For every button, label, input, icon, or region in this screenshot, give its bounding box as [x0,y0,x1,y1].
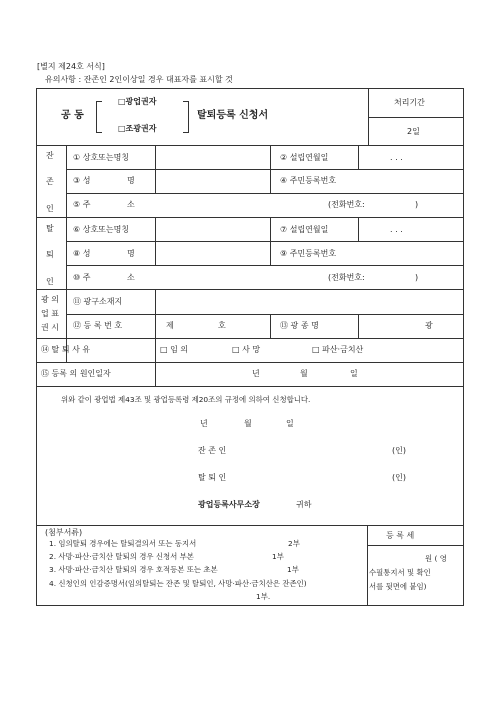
title-bottom-border [36,145,464,146]
label-column-divider [66,145,67,363]
registration-number-label: ⑫ 등 록 번 호 [73,321,123,330]
withdrawing-name-label: ⑧ 성 [73,249,91,258]
remaining-company-name-label: ① 상호또는명칭 [73,153,130,162]
fee-title-line [367,545,464,546]
declaration-text: 위와 같이 광업법 제43조 및 광업등록령 제20조의 규정에 의하여 신청합니다. [61,395,311,404]
section-line [36,217,464,218]
right-bracket [183,101,189,133]
declaration-day: 일 [286,419,294,428]
col-divider [358,314,359,338]
registration-number-suffix: 호 [218,321,226,330]
remaining-established-date-label: ② 설립연월일 [280,153,329,162]
declaration-month: 월 [244,419,252,428]
section-line [36,289,464,290]
form-bottom-border [36,605,464,606]
form-right-border [463,88,464,606]
addressee-honorific: 귀하 [296,500,312,509]
cause-date-day: 일 [350,369,358,378]
withdrawing-section-label: 퇴 [46,250,54,259]
col-divider [155,338,156,386]
attachment-item-3-qty: 1부 [287,565,299,574]
processing-period-value: 2일 [407,127,420,136]
withdrawing-address-label: ⑩ 주 [73,273,91,282]
left-bracket [96,101,102,133]
col-divider [270,314,271,338]
row-line [66,241,464,242]
attachment-item-3: 3. 사망·파산·금치산 탈퇴의 경우 호적등본 또는 초본 [49,565,218,574]
remaining-resident-number-label: ④ 주민등록번호 [280,176,337,185]
mining-right-section-label: 업 표 [41,309,59,318]
mineral-type-suffix: 광 [425,321,433,330]
col-divider [155,217,156,265]
remaining-name-label: ③ 성 [73,176,91,185]
col-divider [270,145,271,193]
withdrawing-name-label-suffix: 명 [127,249,135,258]
col-divider [358,145,359,169]
row-line [66,314,464,315]
mining-right-section-label: 광 의 [41,295,59,304]
col-divider [155,145,156,193]
col-divider [155,289,156,338]
caution-note: 유의사항 : 잔존인 2인이상일 경우 대표자를 표시할 것 [45,75,233,84]
fee-divider [367,525,368,605]
attachments-top-border [36,525,464,526]
attachment-item-2: 2. 사망·파산·금치산 탈퇴의 경우 신청서 부본 [49,552,194,561]
mineral-type-label: ⑬ 광 종 명 [280,321,319,330]
reason-bankruptcy-checkbox[interactable]: □ 파산·금치산 [312,345,364,354]
withdrawing-phone-label: (전화번호: [328,273,365,282]
attachments-title: (첨부서류) [45,528,83,537]
withdrawal-reason-label: ⑭ 탈 퇴 사 유 [41,345,91,354]
withdrawing-seal: (인) [392,473,406,482]
row-line [66,193,464,194]
reason-death-checkbox[interactable]: □ 사 망 [232,345,261,354]
cause-date-month: 월 [300,369,308,378]
registration-tax-line-2: 수필통지서 및 확인 [369,568,431,577]
declaration-year: 년 [200,419,208,428]
attachment-item-4-qty: 1부. [256,592,271,601]
row-line [36,386,464,387]
attachment-item-1-qty: 2부 [288,539,300,548]
withdrawing-section-label: 탈 [46,224,54,233]
remaining-name-label-suffix: 명 [127,176,135,185]
title-top-border [36,88,464,89]
mine-location-label: ⑪ 광구소재지 [73,297,123,306]
mining-right-section-label: 권 시 [41,323,59,332]
remaining-address-label: ⑤ 주 [73,200,91,209]
withdrawing-signer-label: 탈 퇴 인 [198,473,227,482]
row-line [66,265,464,266]
remaining-address-label-suffix: 소 [127,200,135,209]
processing-period-label: 처리기간 [394,98,425,107]
withdrawing-established-date-label: ⑦ 설립연월일 [280,225,329,234]
remaining-section-label: 잔 [46,151,54,160]
remaining-signer-label: 잔 존 인 [198,446,227,455]
withdrawing-phone-close: ) [415,273,419,282]
withdrawing-resident-number-label: ⑨ 주민등록번호 [280,249,337,258]
registration-number-prefix: 제 [166,321,174,330]
joint-label: 공 동 [61,110,84,121]
attachment-item-1: 1. 임의탈퇴 경우에는 탈퇴결의서 또는 동지서 [49,539,197,548]
withdrawing-address-label-suffix: 소 [127,273,135,282]
mining-right-holder-option[interactable]: □광업권자 [118,97,157,106]
form-number: [별지 제24호 서식] [37,62,105,71]
remaining-phone-close: ) [415,200,419,209]
remaining-date-dots: . . . [390,153,403,162]
lease-right-holder-option[interactable]: □조광권자 [118,124,157,133]
period-mid-line [368,117,464,118]
remaining-seal: (인) [392,446,406,455]
withdrawing-date-dots: . . . [390,225,403,234]
registration-tax-line-1: 원 ( 영 [425,554,447,563]
attachment-item-2-qty: 1부 [272,552,284,561]
cause-date-label: ⑮ 등록 의 원인일자 [41,369,111,378]
withdrawing-section-label: 인 [46,277,54,286]
registration-tax-title: 등 록 세 [386,531,415,540]
col-divider [358,217,359,241]
remaining-phone-label: (전화번호: [328,200,365,209]
registration-tax-line-3: 서를 뒷면에 붙임) [369,582,427,591]
row-line [66,169,464,170]
form-left-border [36,88,37,606]
remaining-section-label: 존 [46,177,54,186]
reason-voluntary-checkbox[interactable]: □ 임 의 [160,345,189,354]
attachment-item-4: 4. 신청인의 인감증명서(임의탈퇴는 잔존 및 탈퇴인, 사망·파산·금치산은 잔존인) [49,579,307,588]
form-title: 탈퇴등록 신청서 [197,110,269,121]
cause-date-year: 년 [252,369,260,378]
addressee: 광업등록사무소장 [198,500,260,509]
row-line [36,338,464,339]
col-divider [270,217,271,265]
withdrawing-company-name-label: ⑥ 상호또는명칭 [73,225,130,234]
remaining-section-label: 인 [46,204,54,213]
row-line [36,362,464,363]
